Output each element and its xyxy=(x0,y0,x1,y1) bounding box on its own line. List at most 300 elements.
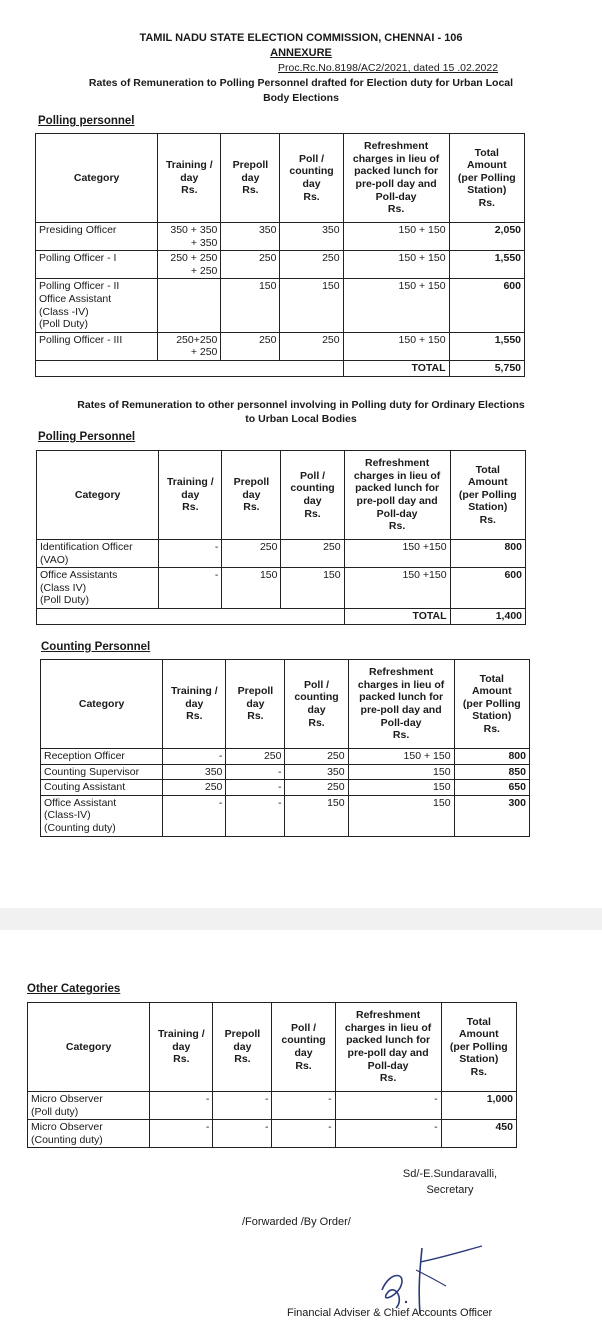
header-text: Poll-day xyxy=(367,1059,409,1072)
refresh-value: 150 + 150 xyxy=(403,750,451,762)
header-text: charges in lieu of xyxy=(357,678,445,691)
header-text: pre-poll day and xyxy=(355,178,437,190)
header-text: Rs. xyxy=(379,1072,397,1085)
poll-cell xyxy=(280,223,343,251)
prepoll-value: - xyxy=(277,781,282,794)
prepoll-cell xyxy=(226,780,285,796)
prepoll-cell xyxy=(221,332,280,360)
refresh-cell xyxy=(348,780,454,796)
total-cell xyxy=(454,795,529,836)
poll-cell xyxy=(285,795,348,836)
table-row xyxy=(37,568,526,609)
header-text: Rs. xyxy=(243,501,260,514)
table-header-row xyxy=(41,660,530,749)
poll-value: 250 xyxy=(322,333,340,346)
training-value: - xyxy=(214,569,219,582)
header-text: Poll / xyxy=(299,152,325,165)
table-row xyxy=(28,1120,517,1148)
category-cell xyxy=(37,568,159,609)
prepoll-value: - xyxy=(277,796,282,809)
header-text: (per Polling xyxy=(457,171,516,184)
header-text: Total xyxy=(479,672,504,685)
header-text: Prepoll xyxy=(232,159,269,172)
total-value: 600 xyxy=(503,280,521,293)
total-cell xyxy=(449,251,524,279)
poll-value: - xyxy=(328,1093,332,1105)
header-text: Prepoll xyxy=(233,476,270,489)
training-value: - xyxy=(205,1093,210,1105)
column-header-category xyxy=(41,660,163,749)
poll-value: 250 xyxy=(323,541,341,553)
poll-cell xyxy=(280,332,343,360)
column-header-prepoll xyxy=(222,451,281,540)
poll-cell xyxy=(285,764,348,780)
header-text: Refreshment xyxy=(365,457,430,470)
category-cell xyxy=(36,251,158,279)
header-text: Prepoll xyxy=(224,1028,261,1041)
poll-cell xyxy=(280,251,343,279)
total-value: 300 xyxy=(508,796,526,809)
total-value: 1,000 xyxy=(486,1093,513,1105)
header-text: counting xyxy=(294,691,339,704)
header-text: day xyxy=(307,704,326,716)
refresh-value: 150 xyxy=(433,796,451,809)
section-heading-polling-personnel: Polling personnel xyxy=(38,115,135,127)
header-text: charges in lieu of xyxy=(352,152,440,165)
header-text: Poll / xyxy=(291,1021,317,1034)
column-header-prepoll xyxy=(226,660,285,749)
total-cell xyxy=(454,764,529,780)
header-text: Training / xyxy=(165,159,213,172)
header-text: Rs. xyxy=(242,184,259,197)
header-text: day xyxy=(181,488,200,501)
poll-value: 350 xyxy=(322,224,340,236)
column-header-poll xyxy=(281,451,344,540)
total-label: TOTAL xyxy=(344,608,450,624)
header-text: Station) xyxy=(468,501,508,514)
total-row-blank xyxy=(36,360,344,376)
prepoll-cell xyxy=(226,795,285,836)
refresh-value: 150 +150 xyxy=(402,569,447,582)
header-text: Refreshment xyxy=(369,666,434,679)
column-header-training xyxy=(150,1003,213,1092)
prepoll-cell xyxy=(226,749,285,765)
prepoll-value: - xyxy=(264,1093,269,1105)
column-header-total xyxy=(449,134,524,223)
total-value: 850 xyxy=(508,765,526,778)
header-text: day xyxy=(294,1047,313,1059)
prepoll-cell xyxy=(226,764,285,780)
header-text: Prepoll xyxy=(237,685,274,698)
header-text: Amount xyxy=(466,159,507,172)
poll-value: 250 xyxy=(322,252,340,265)
training-value: + 250 xyxy=(190,346,218,359)
header-text: Poll / xyxy=(300,469,326,482)
training-cell xyxy=(163,795,226,836)
header-text: Station) xyxy=(472,710,512,723)
refresh-value: 150 +150 xyxy=(402,541,447,553)
category-text: (Poll Duty) xyxy=(39,318,89,331)
training-value: 350 xyxy=(204,765,223,778)
refresh-value: 150 + 150 xyxy=(398,224,446,236)
training-value: - xyxy=(205,1121,210,1134)
header-text: Rs. xyxy=(392,729,410,742)
page-break xyxy=(0,908,602,930)
header-text: packed lunch for xyxy=(346,1034,431,1047)
total-cell xyxy=(450,568,525,609)
header-text: Rs. xyxy=(186,710,203,723)
total-value: 800 xyxy=(504,541,522,553)
section2-title-line1: Rates of Remuneration to other personnel involving in Polling duty for Ordinary Elections xyxy=(77,399,525,411)
prepoll-cell xyxy=(213,1092,272,1120)
training-cell xyxy=(163,749,226,765)
header-text: Rs. xyxy=(304,507,321,520)
table-header-row xyxy=(36,134,525,223)
header-text: Amount xyxy=(467,476,508,489)
header-text: Category xyxy=(78,697,125,710)
column-header-poll xyxy=(280,134,343,223)
poll-cell xyxy=(280,279,343,332)
counting-personnel-table xyxy=(40,659,530,837)
table-row xyxy=(41,780,530,796)
training-value: 250 xyxy=(204,781,223,794)
column-header-prepoll xyxy=(221,134,280,223)
refresh-value: - xyxy=(434,1093,438,1105)
category-text: (Class-IV) xyxy=(44,809,91,822)
prepoll-value: - xyxy=(277,765,282,778)
header-text: day xyxy=(303,495,322,507)
total-row xyxy=(37,608,526,624)
poll-value: 350 xyxy=(327,765,345,778)
header-text: pre-poll day and xyxy=(360,704,442,716)
header-text: Training / xyxy=(170,685,218,698)
category-cell xyxy=(36,223,158,251)
table-header-row xyxy=(37,451,526,540)
refresh-cell xyxy=(348,795,454,836)
total-cell xyxy=(454,749,529,765)
header-text: Category xyxy=(73,171,120,184)
training-value: + 250 xyxy=(190,264,218,277)
category-cell xyxy=(28,1120,150,1148)
category-text: Polling Officer - III xyxy=(39,333,123,346)
table-row xyxy=(41,764,530,780)
header-text: day xyxy=(172,1040,191,1053)
category-cell xyxy=(41,764,163,780)
training-value: - xyxy=(214,541,219,553)
refresh-cell xyxy=(343,251,449,279)
total-value: 1,400 xyxy=(450,608,525,624)
table-header-row xyxy=(28,1003,517,1092)
header-text: Station) xyxy=(467,184,507,197)
header-text: Category xyxy=(74,488,121,501)
total-value: 450 xyxy=(495,1121,513,1134)
training-cell xyxy=(159,568,222,609)
prepoll-value: 250 xyxy=(263,750,282,762)
header-text: Rs. xyxy=(247,710,264,723)
training-value: - xyxy=(218,750,223,762)
table-row xyxy=(36,223,525,251)
training-value: - xyxy=(218,796,223,809)
category-text: Identification Officer xyxy=(40,541,133,553)
total-value: 2,050 xyxy=(494,224,521,236)
column-header-refresh xyxy=(344,451,450,540)
header-text: Rs. xyxy=(483,722,500,735)
section-heading-other-categories: Other Categories xyxy=(27,983,121,995)
category-text: Micro Observer xyxy=(31,1093,103,1105)
table-row xyxy=(41,795,530,836)
poll-value: 250 xyxy=(327,750,345,762)
header-text: Rs. xyxy=(470,1065,487,1078)
total-cell xyxy=(441,1092,516,1120)
total-row-blank xyxy=(37,608,345,624)
training-cell xyxy=(150,1120,213,1148)
header-text: Category xyxy=(65,1040,112,1053)
column-header-category xyxy=(37,451,159,540)
prepoll-value: 250 xyxy=(258,252,277,265)
training-cell xyxy=(150,1092,213,1120)
prepoll-value: 150 xyxy=(258,280,277,293)
training-cell xyxy=(159,540,222,568)
header-text: Amount xyxy=(471,685,512,698)
other-categories-table xyxy=(27,1002,517,1148)
header-text: charges in lieu of xyxy=(344,1021,432,1034)
proc-reference: Proc.Rc.No.8198/AC2/2021, dated 15 .02.2022 xyxy=(278,62,499,74)
table-row xyxy=(36,279,525,332)
header-text: packed lunch for xyxy=(354,165,439,178)
total-cell xyxy=(449,223,524,251)
table-row xyxy=(28,1092,517,1120)
refresh-cell xyxy=(335,1092,441,1120)
refresh-value: 150 + 150 xyxy=(398,280,446,293)
column-header-total xyxy=(454,660,529,749)
category-text: Reception Officer xyxy=(44,750,125,762)
header-text: Total xyxy=(474,146,499,159)
header-text: Rs. xyxy=(181,184,198,197)
prepoll-value: 250 xyxy=(259,541,278,553)
header-text: counting xyxy=(281,1034,326,1047)
header-text: day xyxy=(246,697,265,710)
poll-value: 150 xyxy=(323,569,341,582)
table-row xyxy=(36,251,525,279)
poll-value: 250 xyxy=(327,781,345,794)
refresh-value: - xyxy=(434,1121,438,1134)
header-text: Station) xyxy=(459,1053,499,1066)
category-text: (Class -IV) xyxy=(39,305,89,318)
total-cell xyxy=(454,780,529,796)
total-label: TOTAL xyxy=(343,360,449,376)
prepoll-cell xyxy=(221,279,280,332)
category-cell xyxy=(37,540,159,568)
poll-cell xyxy=(285,749,348,765)
section-heading-counting-personnel: Counting Personnel xyxy=(41,641,151,653)
section-heading-polling-personnel-2: Polling Personnel xyxy=(38,431,136,443)
category-text: Office Assistant xyxy=(44,796,117,809)
category-text: Presiding Officer xyxy=(39,224,117,236)
header-text: pre-poll day and xyxy=(356,495,438,507)
header-text: Refreshment xyxy=(364,140,429,153)
prepoll-cell xyxy=(222,568,281,609)
prepoll-cell xyxy=(213,1120,272,1148)
poll-value: 150 xyxy=(327,796,345,809)
total-value: 5,750 xyxy=(449,360,524,376)
column-header-training xyxy=(158,134,221,223)
header-text: day xyxy=(233,1040,252,1053)
column-header-prepoll xyxy=(213,1003,272,1092)
header-text: Rs. xyxy=(234,1053,251,1066)
total-row xyxy=(36,360,525,376)
category-cell xyxy=(41,795,163,836)
header-text: Total xyxy=(475,463,500,476)
refresh-cell xyxy=(348,764,454,780)
training-cell xyxy=(158,251,221,279)
total-value: 650 xyxy=(508,781,526,794)
column-header-total xyxy=(441,1003,516,1092)
refresh-cell xyxy=(348,749,454,765)
total-cell xyxy=(449,332,524,360)
column-header-category xyxy=(36,134,158,223)
header-text: Rs. xyxy=(295,1059,312,1072)
refresh-cell xyxy=(335,1120,441,1148)
header-text: packed lunch for xyxy=(359,691,444,704)
training-value: 350 + 350 xyxy=(170,224,218,236)
rates-title-line1: Rates of Remuneration to Polling Personnel drafted for Election duty for Urban Local xyxy=(88,77,514,89)
rates-title-line2: Body Elections xyxy=(263,92,339,104)
training-cell xyxy=(158,279,221,332)
prepoll-cell xyxy=(221,251,280,279)
column-header-training xyxy=(159,451,222,540)
training-cell xyxy=(158,223,221,251)
header-text: Poll / xyxy=(304,678,330,691)
column-header-refresh xyxy=(343,134,449,223)
header-text: Rs. xyxy=(479,513,496,526)
poll-cell xyxy=(285,780,348,796)
refresh-value: 150 xyxy=(433,781,451,794)
poll-cell xyxy=(281,568,344,609)
header-text: day xyxy=(180,171,199,184)
category-text: (Class IV) xyxy=(40,581,87,594)
refresh-value: 150 + 150 xyxy=(398,252,446,265)
header-text: Rs. xyxy=(388,520,406,533)
header-text: day xyxy=(241,171,260,184)
annexure-title: ANNEXURE xyxy=(270,47,332,59)
header-text: Total xyxy=(466,1015,491,1028)
header-text: Rs. xyxy=(182,501,199,514)
header-text: charges in lieu of xyxy=(353,469,441,482)
category-cell xyxy=(36,332,158,360)
category-cell xyxy=(41,749,163,765)
total-value: 1,550 xyxy=(494,252,521,265)
total-value: 600 xyxy=(504,569,522,582)
refresh-value: 150 + 150 xyxy=(398,333,446,346)
training-value: 250 + 250 xyxy=(170,252,218,265)
poll-cell xyxy=(272,1120,335,1148)
total-value: 1,550 xyxy=(494,333,521,346)
header-text: packed lunch for xyxy=(355,482,440,495)
section2-title-line2: to Urban Local Bodies xyxy=(245,413,357,425)
prepoll-value: - xyxy=(264,1121,269,1134)
training-value: + 350 xyxy=(190,236,218,249)
category-text: Counting Supervisor xyxy=(44,765,140,778)
header-text: day xyxy=(302,178,321,190)
header-text: Rs. xyxy=(308,716,325,729)
header-text: counting xyxy=(289,165,334,178)
refresh-cell xyxy=(343,223,449,251)
header-text: Poll-day xyxy=(375,190,417,203)
training-value: 250+250 xyxy=(176,333,218,346)
total-value: 800 xyxy=(508,750,526,762)
poll-value: - xyxy=(328,1121,332,1134)
category-cell xyxy=(36,279,158,332)
poll-cell xyxy=(281,540,344,568)
header-text: day xyxy=(185,697,204,710)
column-header-poll xyxy=(285,660,348,749)
prepoll-value: 250 xyxy=(258,333,277,346)
column-header-training xyxy=(163,660,226,749)
header-text: (per Polling xyxy=(462,697,521,710)
forwarded-by-order: /Forwarded /By Order/ xyxy=(242,1216,351,1228)
signatory-name: Sd/-E.Sundaravalli, xyxy=(402,1168,498,1180)
category-text: (Poll duty) xyxy=(31,1105,79,1118)
header-text: Rs. xyxy=(478,196,495,209)
category-text: (Counting duty) xyxy=(44,821,116,834)
total-cell xyxy=(441,1120,516,1148)
column-header-total xyxy=(450,451,525,540)
refresh-cell xyxy=(344,568,450,609)
category-text: Polling Officer - II xyxy=(39,280,120,293)
total-cell xyxy=(449,279,524,332)
prepoll-value: 150 xyxy=(259,569,278,582)
signatory-designation: Secretary xyxy=(426,1184,474,1196)
header-text: Rs. xyxy=(303,190,320,203)
header-text: (per Polling xyxy=(449,1040,508,1053)
poll-cell xyxy=(272,1092,335,1120)
prepoll-cell xyxy=(222,540,281,568)
category-cell xyxy=(28,1092,150,1120)
column-header-refresh xyxy=(335,1003,441,1092)
header-text: (per Polling xyxy=(458,488,517,501)
table-row xyxy=(36,332,525,360)
poll-value: 150 xyxy=(322,280,340,293)
header-text: day xyxy=(242,488,261,501)
other-personnel-table xyxy=(36,450,526,625)
header-text: Training / xyxy=(166,476,214,489)
column-header-refresh xyxy=(348,660,454,749)
table-row xyxy=(41,749,530,765)
table-row xyxy=(37,540,526,568)
refresh-value: 150 xyxy=(433,765,451,778)
column-header-poll xyxy=(272,1003,335,1092)
header-text: Rs. xyxy=(387,203,405,216)
header-text: Amount xyxy=(458,1028,499,1041)
category-text: (Poll Duty) xyxy=(40,594,90,607)
header-text: Refreshment xyxy=(356,1009,421,1022)
header-text: counting xyxy=(290,482,335,495)
prepoll-value: 350 xyxy=(258,224,277,236)
category-text: Office Assistants xyxy=(40,569,118,582)
category-text: (VAO) xyxy=(40,553,69,566)
column-header-category xyxy=(28,1003,150,1092)
refresh-cell xyxy=(343,279,449,332)
training-cell xyxy=(163,780,226,796)
refresh-cell xyxy=(343,332,449,360)
category-text: (Counting duty) xyxy=(31,1133,103,1146)
training-cell xyxy=(163,764,226,780)
category-text: Micro Observer xyxy=(31,1121,103,1134)
financial-adviser-title: Financial Adviser & Chief Accounts Officer xyxy=(287,1307,493,1319)
header-text: Poll-day xyxy=(376,507,418,520)
refresh-cell xyxy=(344,540,450,568)
commission-title: TAMIL NADU STATE ELECTION COMMISSION, CHENNAI - 106 xyxy=(139,32,463,44)
